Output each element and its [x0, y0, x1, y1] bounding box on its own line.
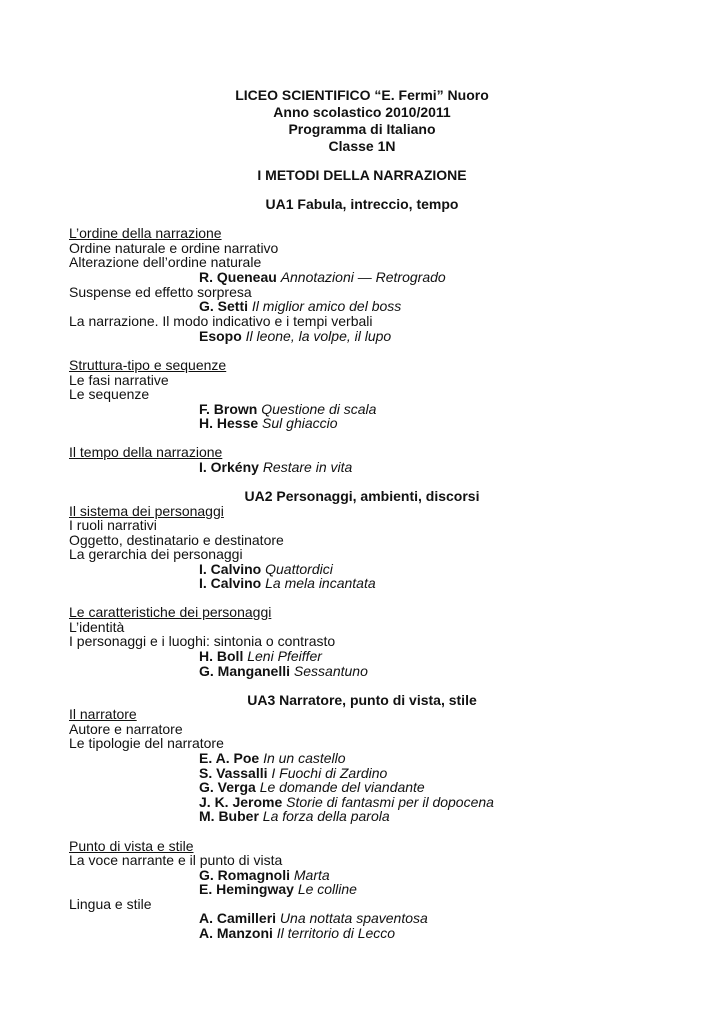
topic-line: La voce narrante e il punto di vista	[69, 852, 283, 868]
reading-author: I. Orkény	[199, 459, 259, 475]
topic-line: Le sequenze	[69, 386, 150, 402]
section-heading: Il sistema dei personaggi	[69, 503, 224, 519]
reading-author: A. Manzoni	[199, 925, 273, 941]
reading-author: G. Manganelli	[199, 663, 291, 679]
reading-work: La forza della parola	[262, 808, 390, 824]
school-year: Anno scolastico 2010/2011	[273, 104, 451, 120]
reading-work: Il territorio di Lecco	[276, 925, 396, 941]
reading-work: La mela incantata	[265, 575, 376, 591]
reading-reference	[199, 575, 376, 592]
reading-author: S. Vassalli	[199, 765, 268, 781]
reading-work: Questione di scala	[261, 401, 377, 417]
reading-work: Le colline	[297, 881, 357, 897]
reading-work: Quattordici	[265, 561, 333, 577]
reading-work: Il miglior amico del boss	[251, 298, 402, 314]
topic-line: I ruoli narrativi	[69, 517, 157, 533]
unit-title: UA3 Narratore, punto di vista, stile	[247, 692, 477, 708]
topic-line: Le tipologie del narratore	[69, 735, 224, 751]
reading-author: H. Boll	[199, 648, 244, 664]
topic-line: La narrazione. Il modo indicativo e i tempi verbali	[69, 313, 373, 329]
unit-title: UA1 Fabula, intreccio, tempo	[265, 196, 459, 212]
reading-reference	[199, 328, 391, 345]
topic-line: Autore e narratore	[69, 721, 183, 737]
topic-line: L’identità	[69, 619, 125, 635]
reading-reference	[199, 663, 368, 680]
section-heading: Le caratteristiche dei personaggi	[69, 604, 272, 620]
reading-reference	[199, 459, 352, 476]
reading-author: M. Buber	[199, 808, 259, 824]
reading-author: I. Calvino	[199, 561, 262, 577]
reading-work: Il leone, la volpe, il lupo	[245, 328, 392, 344]
reading-author: A. Camilleri	[199, 910, 277, 926]
reading-work: Leni Pfeiffer	[247, 648, 322, 664]
topic-line: Alterazione dell’ordine naturale	[69, 254, 262, 270]
topic-line: Oggetto, destinatario e destinatore	[69, 532, 284, 548]
topic-line: Le fasi narrative	[69, 372, 169, 388]
reading-author: Esopo	[199, 328, 242, 344]
reading-author: E. A. Poe	[199, 750, 260, 766]
reading-work: Una nottata spaventosa	[279, 910, 428, 926]
program-title: Programma di Italiano	[288, 121, 436, 137]
reading-work: Sessantuno	[293, 663, 368, 679]
reading-author: E. Hemingway	[199, 881, 294, 897]
topic-line: La gerarchia dei personaggi	[69, 546, 243, 562]
reading-reference	[199, 808, 390, 825]
reading-work: Le domande del viandante	[259, 779, 425, 795]
reading-author: F. Brown	[199, 401, 258, 417]
reading-work: Storie di fantasmi per il dopocena	[286, 794, 494, 810]
reading-author: H. Hesse	[199, 415, 259, 431]
reading-reference	[199, 925, 395, 942]
reading-author: I. Calvino	[199, 575, 266, 591]
topic-line: Suspense ed effetto sorpresa	[69, 284, 252, 300]
reading-work: I Fuochi di Zardino	[271, 765, 388, 781]
reading-work: Restare in vita	[262, 459, 353, 475]
section-heading: Punto di vista e stile	[69, 838, 194, 854]
reading-author: G. Setti	[199, 298, 249, 314]
reading-author: J. K. Jerome	[199, 794, 283, 810]
reading-work: Marta	[293, 867, 330, 883]
topic-line: Lingua e stile	[69, 896, 152, 912]
reading-work: In un castello	[263, 750, 346, 766]
document-title: I METODI DELLA NARRAZIONE	[257, 167, 467, 183]
section-heading: Struttura-tipo e sequenze	[69, 357, 227, 373]
section-heading: L’ordine della narrazione	[69, 225, 222, 241]
reading-work: Annotazioni — Retrogrado	[280, 269, 446, 285]
section-heading: Il tempo della narrazione	[69, 444, 223, 460]
unit-title: UA2 Personaggi, ambienti, discorsi	[244, 488, 480, 504]
topic-line: Ordine naturale e ordine narrativo	[69, 240, 279, 256]
reading-author: G. Verga	[199, 779, 256, 795]
reading-author: G. Romagnoli	[199, 867, 290, 883]
reading-reference	[199, 415, 338, 432]
reading-work: Sul ghiaccio	[262, 415, 338, 431]
class-name: Classe 1N	[328, 138, 396, 154]
topic-line: I personaggi e i luoghi: sintonia o contrasto	[69, 633, 336, 649]
school-name: LICEO SCIENTIFICO “E. Fermi” Nuoro	[235, 87, 489, 103]
reading-reference	[199, 881, 357, 898]
section-heading: Il narratore	[69, 706, 137, 722]
reading-author: R. Queneau	[199, 269, 277, 285]
